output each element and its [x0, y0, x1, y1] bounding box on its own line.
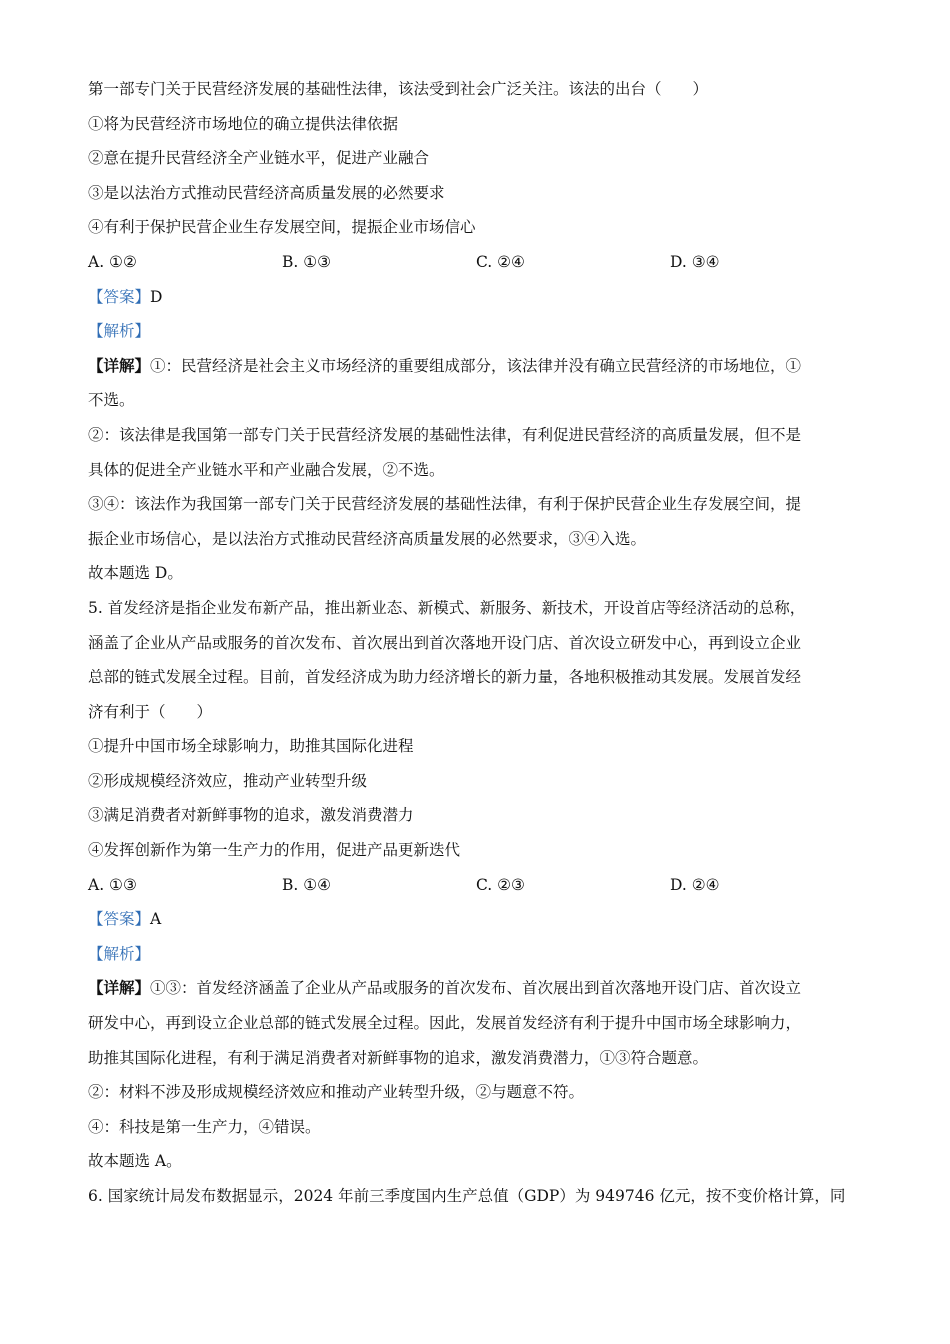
- q4-detail-line-2: 不选。: [88, 391, 135, 410]
- q5-detail-line-3: 助推其国际化进程，有利于满足消费者对新鲜事物的追求，激发消费潜力，①③符合题意。: [88, 1048, 709, 1067]
- q5-option-d: D. ②④: [670, 875, 720, 894]
- q4-options: [88, 245, 868, 280]
- q5-detail-line-2: 研发中心，再到设立企业总部的链式发展全过程。因此，发展首发经济有利于提升中国市场全球影响力，: [88, 1014, 802, 1033]
- q4-detail-line-1: [88, 349, 868, 384]
- q4-item-1: ①将为民营经济市场地位的确立提供法律依据: [88, 114, 399, 133]
- q4-detail-line-5: ③④：该法作为我国第一部专门关于民营经济发展的基础性法律，有利于保护民营企业生存发展空间，提: [88, 495, 802, 514]
- q4-conclusion: 故本题选 D。: [88, 564, 183, 583]
- q4-option-a: A. ①②: [88, 252, 137, 271]
- q4-option-d: D. ③④: [670, 252, 720, 271]
- q5-option-a: A. ①③: [88, 875, 137, 894]
- q4-item-3: ③是以法治方式推动民营经济高质量发展的必然要求: [88, 183, 445, 202]
- q5-options: [88, 868, 868, 903]
- q4-detail-line-4: 具体的促进全产业链水平和产业融合发展，②不选。: [88, 460, 445, 479]
- q5-detail-line-4: ②：材料不涉及形成规模经济效应和推动产业转型升级，②与题意不符。: [88, 1083, 585, 1102]
- q5-option-c: C. ②③: [476, 875, 525, 894]
- q4-detail-line-6: 振企业市场信心，是以法治方式推动民营经济高质量发展的必然要求，③④入选。: [88, 529, 647, 548]
- q5-option-b: B. ①④: [282, 875, 332, 894]
- q5-conclusion: 故本题选 A。: [88, 1152, 182, 1171]
- q4-answer: [88, 280, 868, 315]
- q5-answer-value: A: [150, 910, 162, 929]
- q4-detail-tag: 【详解】: [88, 355, 151, 375]
- q5-stem-line-1: 5. 首发经济是指企业发布新产品，推出新业态、新模式、新服务、新技术，开设首店等经济活动的总称，: [88, 598, 806, 617]
- q6-stem-line-1: 6. 国家统计局发布数据显示，2024 年前三季度国内生产总值（GDP）为 949746 亿元，按不变价格计算，同: [88, 1187, 846, 1205]
- q5-answer: [88, 902, 868, 937]
- q5-item-2: ②形成规模经济效应，推动产业转型升级: [88, 771, 368, 790]
- q5-analysis-tag: 【解析】: [88, 944, 151, 963]
- q5-item-1: ①提升中国市场全球影响力，助推其国际化进程: [88, 737, 414, 756]
- q5-stem-line-4: 济有利于（ ）: [88, 702, 213, 721]
- q4-option-c: C. ②④: [476, 252, 525, 271]
- q4-detail-line-3: ②：该法律是我国第一部专门关于民营经济发展的基础性法律，有利促进民营经济的高质量发展，但不是: [88, 425, 802, 444]
- q4-analysis-tag: 【解析】: [88, 322, 151, 341]
- q5-detail-tag: 【详解】: [88, 978, 151, 998]
- q5-item-4: ④发挥创新作为第一生产力的作用，促进产品更新迭代: [88, 841, 461, 860]
- document-page: [88, 72, 868, 1214]
- q5-stem-line-3: 总部的链式发展全过程。目前，首发经济成为助力经济增长的新力量，各地积极推动其发展。发展首发经: [88, 668, 802, 687]
- q5-answer-tag: 【答案】: [88, 910, 151, 929]
- q4-detail-text-1: ①：民营经济是社会主义市场经济的重要组成部分，该法律并没有确立民营经济的市场地位，①: [150, 356, 802, 375]
- q4-answer-value: D: [150, 287, 163, 306]
- q4-item-4: ④有利于保护民营企业生存发展空间，提振企业市场信心: [88, 218, 476, 237]
- q4-answer-tag: 【答案】: [88, 287, 151, 306]
- q4-option-b: B. ①③: [282, 252, 332, 271]
- q4-item-2: ②意在提升民营经济全产业链水平，促进产业融合: [88, 149, 430, 168]
- q4-stem-tail: 第一部专门关于民营经济发展的基础性法律，该法受到社会广泛关注。该法的出台（ ）: [88, 80, 709, 98]
- q5-detail-line-5: ④：科技是第一生产力，④错误。: [88, 1117, 321, 1136]
- q5-stem-line-2: 涵盖了企业从产品或服务的首次发布、首次展出到首次落地开设门店、首次设立研发中心，再到设立企业: [88, 633, 802, 652]
- q5-detail-line-1: [88, 971, 868, 1006]
- q5-detail-text-1: ①③：首发经济涵盖了企业从产品或服务的首次发布、首次展出到首次落地开设门店、首次设立: [150, 979, 802, 998]
- q5-item-3: ③满足消费者对新鲜事物的追求，激发消费潜力: [88, 806, 414, 825]
